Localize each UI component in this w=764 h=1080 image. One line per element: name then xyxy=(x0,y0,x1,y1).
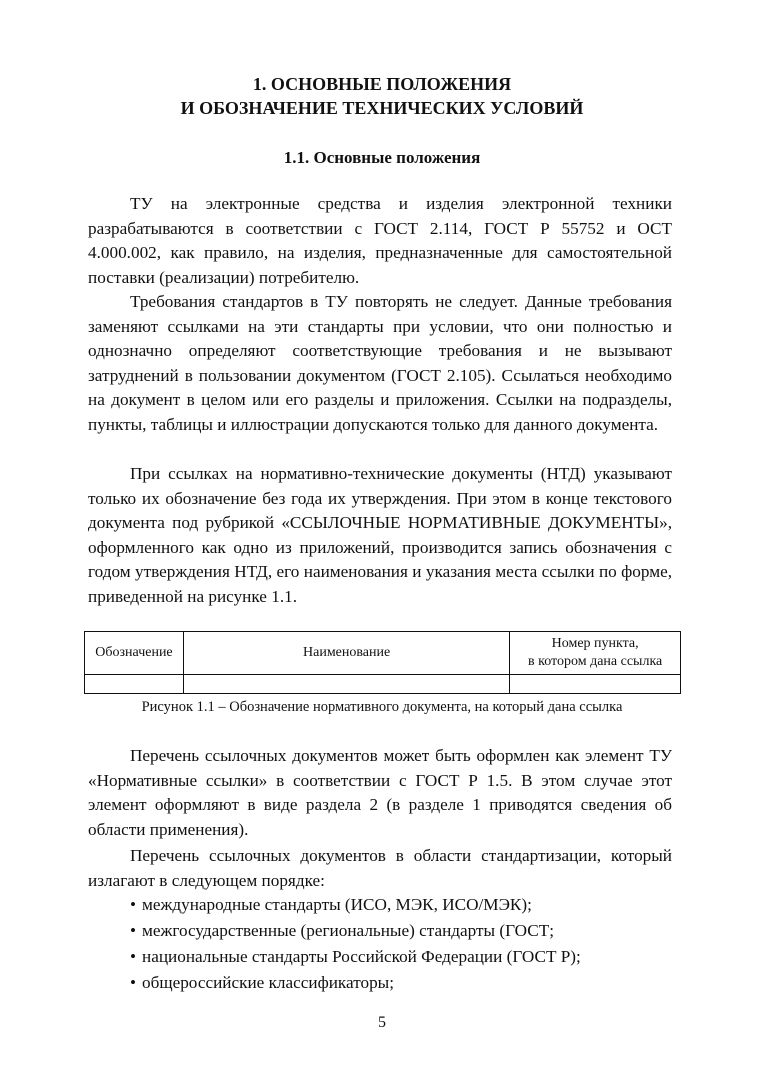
paragraph-1: ТУ на электронные средства и изделия электронной техники разрабатываются в соответствии с ГОСТ 2.114, ГОСТ Р 55752 и ОСТ 4.000.002, как правило, на изделия, предназначенные для самостоятельной поставки (реализации) потребителю. xyxy=(88,194,672,287)
paragraph-5: Перечень ссылочных документов в области стандартизации, который излагают в следующем порядке: xyxy=(88,846,672,890)
subsection-title: 1.1. Основные положения xyxy=(283,148,481,167)
table-header-row xyxy=(85,632,681,675)
reference-table-figure xyxy=(84,631,681,694)
section-title-line2: И ОБОЗНАЧЕНИЕ ТЕХНИЧЕСКИХ УСЛОВИЙ xyxy=(180,98,584,118)
bullet-icon: • xyxy=(130,921,137,940)
list-item: • международные стандарты (ИСО, МЭК, ИСО/МЭК); xyxy=(130,892,581,918)
table-cell xyxy=(510,675,681,694)
paragraph-4: Перечень ссылочных документов может быть оформлен как элемент ТУ «Нормативные ссылки» в соответствии с ГОСТ Р 1.5. В этом случае этот элемент оформляют в виде раздела 2 (в разделе 1 приводятся сведения об области применения). xyxy=(88,746,672,839)
table-header-clause-line1: Номер пункта, xyxy=(551,636,639,651)
paragraph-3: При ссылках на нормативно-технические документы (НТД) указывают только их обозначение без года их утверждения. При этом в конце текстового документа под рубрикой «ССЫЛОЧНЫЕ НОРМАТИВНЫЕ ДОКУМЕНТЫ», оформленного как одно из приложений, производится запись обозначения с годом утверждения НТД, его наименования и указания места ссылки по форме, приведенной на рисунке 1.1. xyxy=(88,464,672,606)
standards-list xyxy=(130,892,581,996)
bullet-icon: • xyxy=(130,895,137,914)
table-header-clause xyxy=(510,632,681,675)
page-number: 5 xyxy=(378,1014,386,1031)
table-header-name: Наименование xyxy=(183,632,509,675)
figure-caption: Рисунок 1.1 – Обозначение нормативного документа, на который дана ссылка xyxy=(141,699,623,715)
table-header-clause-line2: в котором дана ссылка xyxy=(528,654,663,669)
list-item: • общероссийские классификаторы; xyxy=(130,970,581,996)
table-header-designation: Обозначение xyxy=(85,632,184,675)
list-item: • межгосударственные (региональные) стандарты (ГОСТ; xyxy=(130,918,581,944)
list-item: • национальные стандарты Российской Федерации (ГОСТ Р); xyxy=(130,944,581,970)
bullet-icon: • xyxy=(130,973,137,992)
section-title-line1: 1. ОСНОВНЫЕ ПОЛОЖЕНИЯ xyxy=(252,74,512,94)
table-cell xyxy=(85,675,184,694)
bullet-icon: • xyxy=(130,947,137,966)
table-cell xyxy=(183,675,509,694)
table-row xyxy=(85,675,681,694)
paragraph-2: Требования стандартов в ТУ повторять не следует. Данные требования заменяют ссылками на эти стандарты при условии, что они полностью и однозначно определяют соответствующие требования и не вызывают затруднений в пользовании документом (ГОСТ 2.105). Ссылаться необходимо на документ в целом или его разделы и приложения. Ссылки на подразделы, пункты, таблицы и иллюстрации допускаются только для данного документа. xyxy=(88,292,672,434)
